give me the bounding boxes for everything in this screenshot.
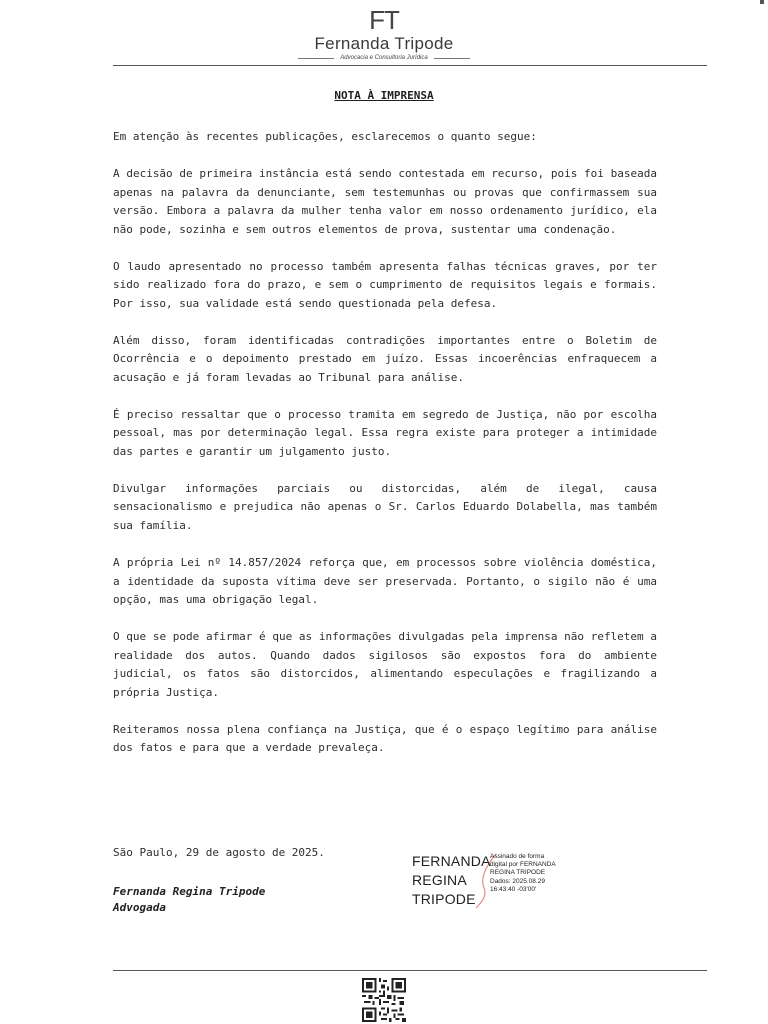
paragraph: A decisão de primeira instância está sendo contestada em recurso, pois foi baseada apenas na palavra da denunciante, sem testemunhas ou provas que confirmassem sua versão. Embora a palavra da mulher tenha valor em nosso ordenamento jurídico, ela não pode, sozinha e sem outros elementos de prova, sustentar uma condenação.: [113, 167, 657, 236]
divider: [298, 58, 334, 59]
signature-name-line: TRIPODE: [412, 891, 476, 907]
signature-name-line: FERNANDA: [412, 853, 491, 869]
divider: [434, 58, 470, 59]
signature-info-line: digital por FERNANDA: [490, 861, 556, 869]
signer-role: Advogada: [113, 901, 166, 914]
footer-rule: [113, 970, 707, 971]
signature-info: [490, 853, 556, 894]
signature-name: [412, 852, 491, 909]
signer-name: Fernanda Regina Tripode: [113, 885, 266, 898]
paragraph: O que se pode afirmar é que as informações divulgadas pela imprensa não refletem a realidade dos autos. Quando dados sigilosos são expostos fora do ambiente judicial, os fatos são distorcidos, alimentando especulações e fragilizando a própria Justiça.: [113, 630, 657, 699]
paragraph: Reiteramos nossa plena confiança na Justiça, que é o espaço legítimo para análise dos fatos e para que a verdade prevaleça.: [113, 722, 657, 755]
signature-info-line: Dados: 2025.08.29: [490, 877, 545, 885]
signature-info-line: REGINA TRIPODE: [490, 869, 546, 877]
letterhead: [0, 6, 768, 61]
signature-info-line: 16:43:40 -03'00': [490, 885, 537, 893]
signer-block: [113, 884, 265, 916]
digital-signature-stamp: [412, 852, 572, 912]
signature-info-line: Assinado de forma: [490, 853, 545, 860]
qr-code-icon: [362, 978, 406, 1022]
firm-subtitle-row: [0, 55, 768, 61]
firm-logo: FT: [369, 5, 399, 35]
header-rule: [113, 65, 707, 66]
paragraph: Divulgar informações parciais ou distorcidas, além de ilegal, causa sensacionalismo e prejudica não apenas o Sr. Carlos Eduardo Dolabella, mas também sua família.: [113, 481, 657, 532]
paragraph: A própria Lei nº 14.857/2024 reforça que, em processos sobre violência doméstica, a identidade da suposta vítima deve ser preservada. Portanto, o sigilo não é uma opção, mas uma obrigação legal.: [113, 556, 657, 607]
firm-name: Fernanda Tripode: [314, 34, 454, 53]
paragraph: É preciso ressaltar que o processo tramita em segredo de Justiça, não por escolha pessoal, mas por determinação legal. Essa regra existe para proteger a intimidade das partes e garantir um julgamento justo.: [113, 407, 657, 458]
paragraph: Além disso, foram identificadas contradições importantes entre o Boletim de Ocorrência e o depoimento prestado em juízo. Essas incoerências enfraquecem a acusação e já foram levadas ao Tribunal para análise.: [113, 333, 657, 384]
date-line: São Paulo, 29 de agosto de 2025.: [113, 846, 325, 859]
paragraph: Em atenção às recentes publicações, esclarecemos o quanto segue:: [113, 130, 537, 143]
firm-subtitle: Advocacia e Consultoria Jurídica: [340, 55, 428, 61]
paragraph: O laudo apresentado no processo também apresenta falhas técnicas graves, por ter sido realizado fora do prazo, e sem o cumprimento de requisitos legais e formais. Por isso, sua validade está sendo questionada pela defesa.: [113, 259, 657, 310]
corner-mark: [760, 0, 764, 4]
signature-name-line: REGINA: [412, 872, 467, 888]
document-body: [113, 128, 657, 776]
document-title: NOTA À IMPRENSA: [334, 89, 434, 102]
